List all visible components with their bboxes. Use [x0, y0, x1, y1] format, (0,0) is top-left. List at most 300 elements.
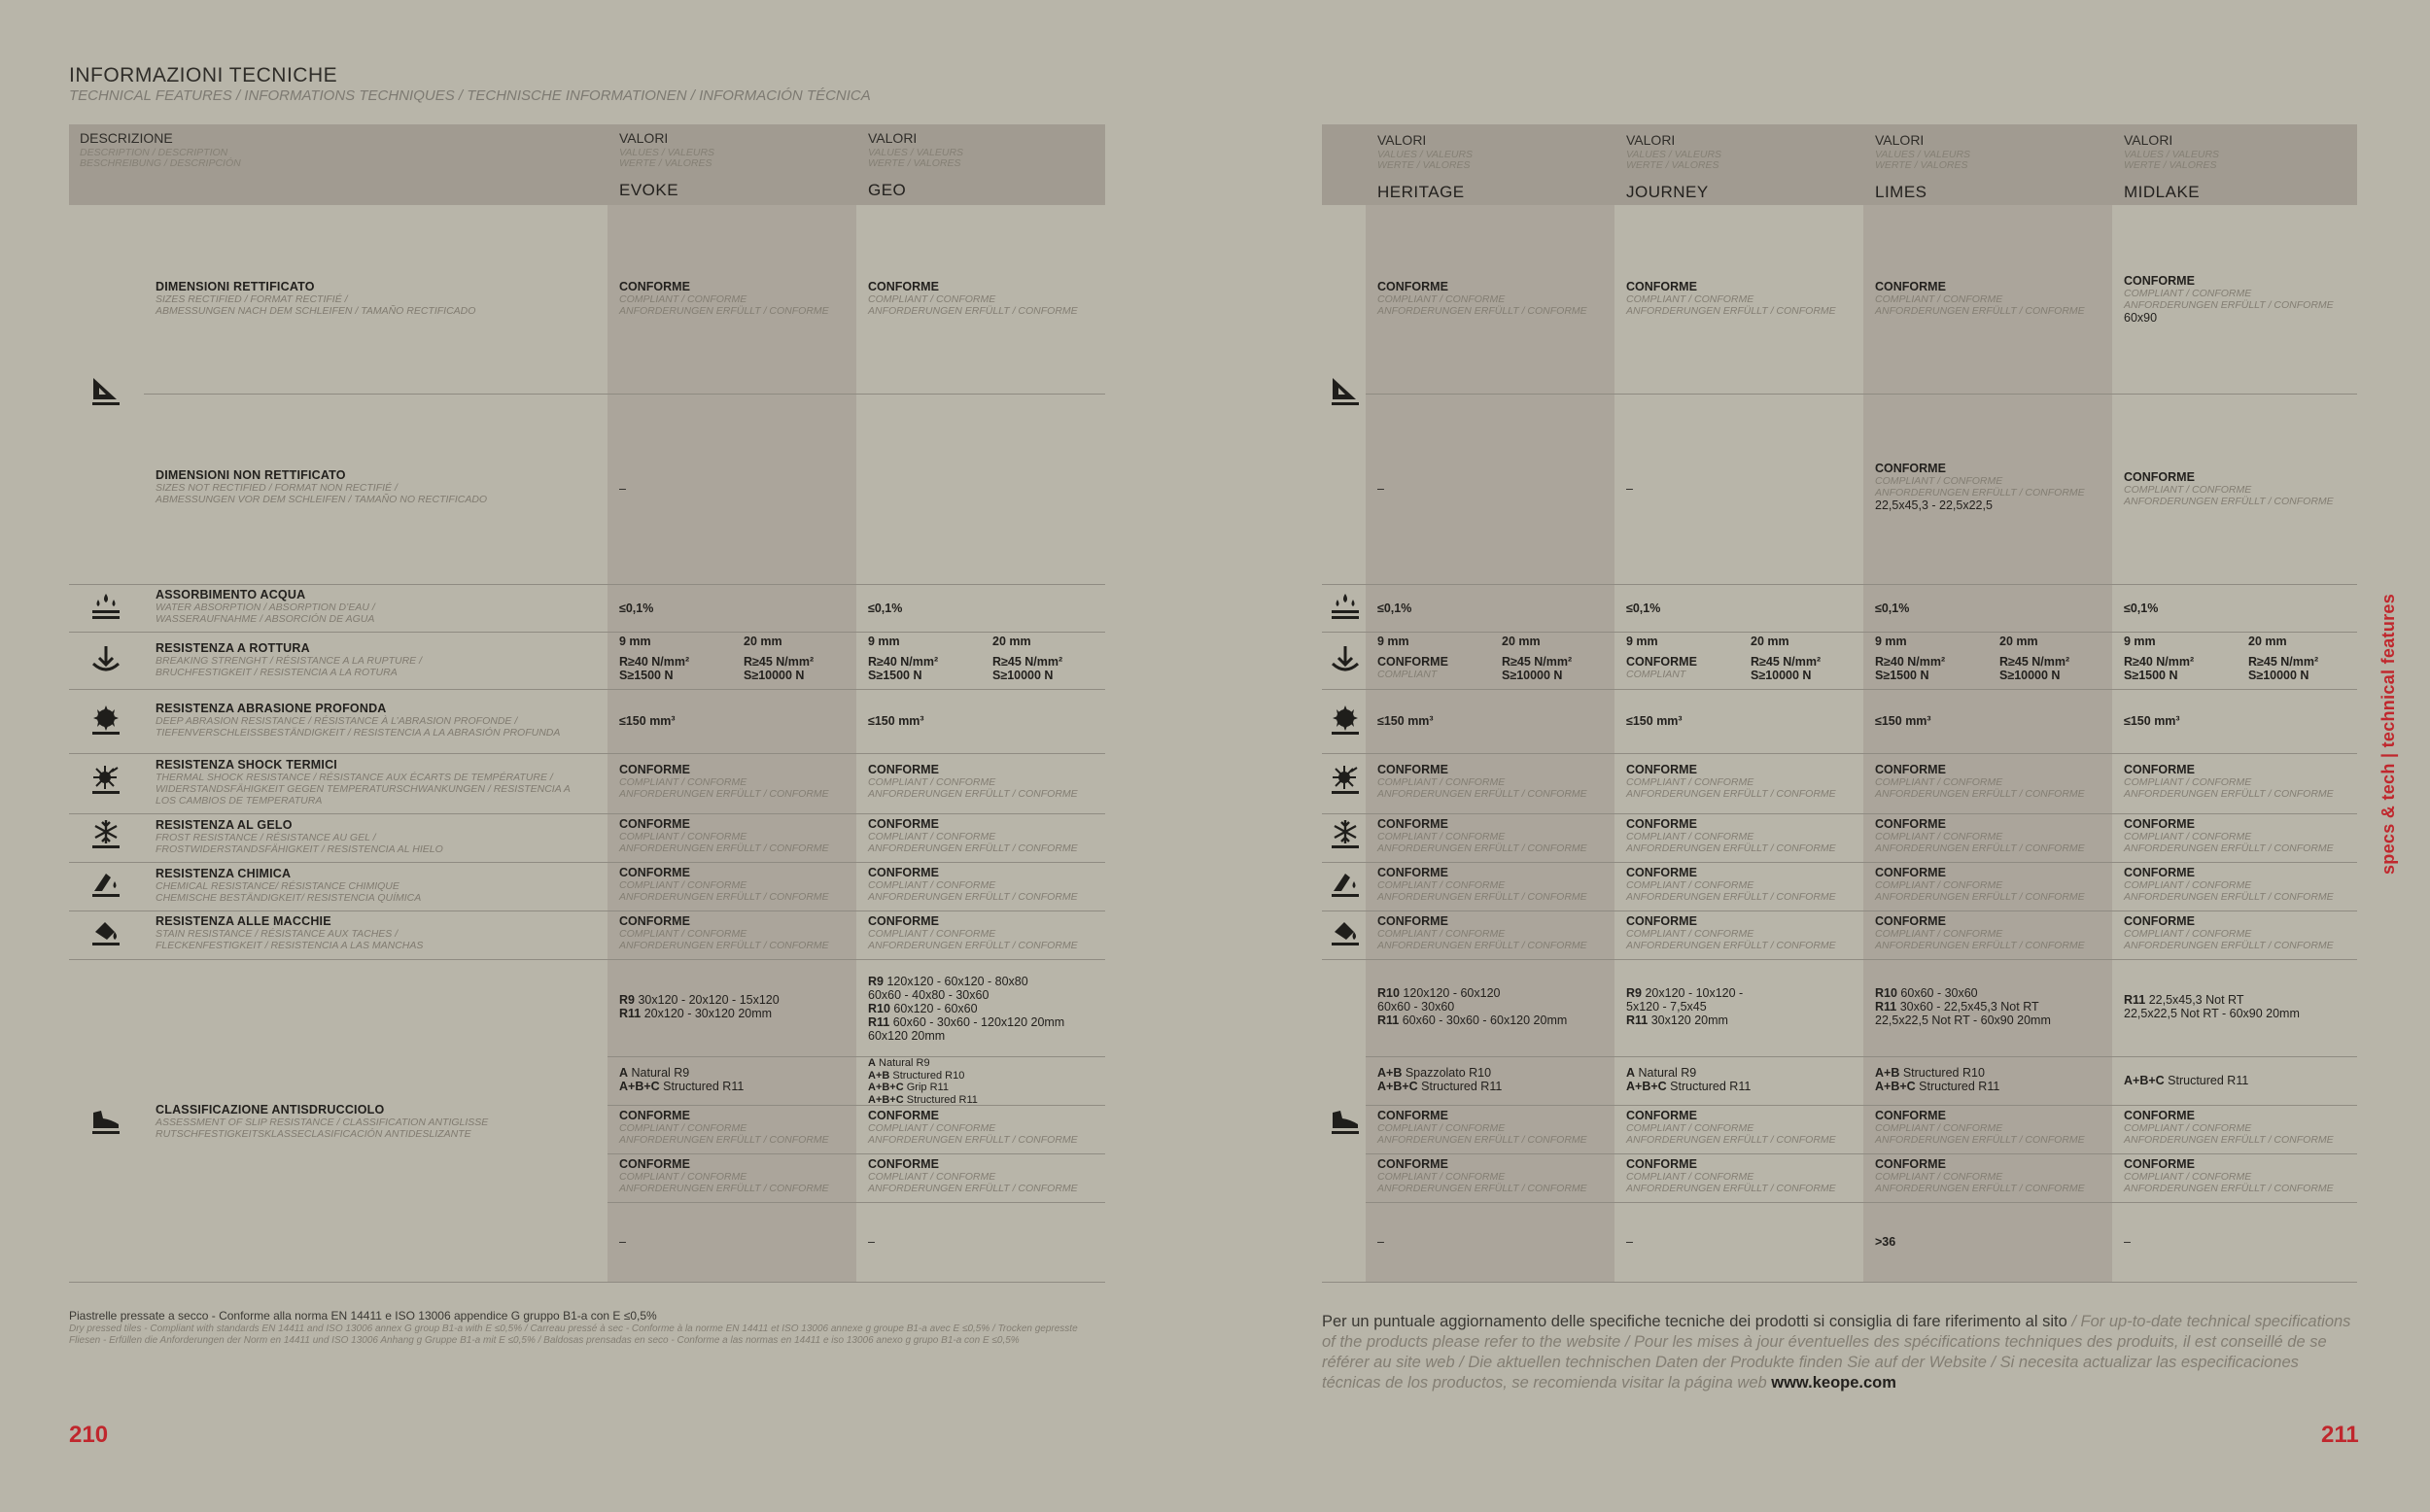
slip-class: A	[619, 1066, 629, 1080]
anforderungen-label: ANFORDERUNGEN ERFÜLLT / CONFORME	[619, 891, 829, 903]
breaking-s: S≥1500 N	[1875, 669, 1929, 682]
anforderungen-label: ANFORDERUNGEN ERFÜLLT / CONFORME	[2124, 299, 2334, 311]
conforme-cell	[1377, 1109, 1587, 1146]
slip-line	[868, 988, 1064, 1002]
anforderungen-label: ANFORDERUNGEN ERFÜLLT / CONFORME	[1377, 305, 1587, 317]
stain-bucket-icon	[1329, 916, 1362, 949]
abrasion-value: ≤150 mm³	[868, 714, 924, 728]
conforme-cell	[2124, 1109, 2334, 1146]
compliant-label: COMPLIANT / CONFORME	[1626, 293, 1754, 305]
anforderungen-label: ANFORDERUNGEN ERFÜLLT / CONFORME	[868, 842, 1078, 854]
row-title: RESISTENZA ABRASIONE PROFONDA	[156, 702, 387, 715]
breaking-r: R≥40 N/mm²	[868, 655, 939, 669]
dash-cell: –	[619, 1235, 626, 1249]
conforme-label: CONFORME	[1875, 280, 1946, 293]
slip-values	[619, 993, 780, 1020]
thickness-9mm: 9 mm	[619, 635, 651, 648]
slip-text: Natural R9	[875, 1057, 930, 1069]
compliant-label: COMPLIANT / CONFORME	[1626, 776, 1754, 788]
conforme-cell	[2124, 914, 2334, 951]
row-title: RESISTENZA CHIMICA	[156, 867, 292, 880]
slip-text: Structured R11	[1417, 1080, 1503, 1093]
row-subtitle: STAIN RESISTANCE / RÉSISTANCE AUX TACHES / FLECKENFESTIGKEIT / RESISTENCIA A LAS MANCHAS	[156, 928, 424, 951]
slip-values	[1626, 1066, 1751, 1093]
slip-text: Structured R11	[1915, 1080, 2000, 1093]
anforderungen-label: ANFORDERUNGEN ERFÜLLT / CONFORME	[1626, 1183, 1836, 1194]
water-value: ≤0,1%	[1626, 601, 1661, 615]
dash-cell: –	[1377, 1235, 1384, 1249]
compliant-label: COMPLIANT / CONFORME	[1626, 1171, 1754, 1183]
conforme-cell	[1626, 914, 1836, 951]
row-title: CLASSIFICAZIONE ANTISDRUCCIOLO	[156, 1103, 385, 1117]
conforme-label: CONFORME	[1377, 866, 1448, 879]
slip-line	[868, 1082, 978, 1094]
compliant-label: COMPLIANT / CONFORME	[2124, 879, 2252, 891]
thickness-20mm: 20 mm	[992, 635, 1031, 648]
values-sub: VALUES / VALEURS WERTE / VALORES	[2124, 149, 2220, 171]
slip-class: R11	[1626, 1014, 1649, 1027]
slip-text: Structured R11	[1666, 1080, 1752, 1093]
breaking-r: R≥45 N/mm²	[1502, 655, 1573, 669]
slip-text: Structured R10	[1899, 1066, 1985, 1080]
slip-text: 60x60 - 40x80 - 30x60	[868, 988, 989, 1002]
slip-line	[1626, 986, 1743, 1000]
footer-note-it: Piastrelle pressate a secco - Conforme alla norma EN 14411 e ISO 13006 appendice G gruppo B1-a con E ≤0,5%	[69, 1309, 657, 1323]
slip-text: 22,5x22,5 Not RT - 60x90 20mm	[2124, 1007, 2300, 1020]
compliant-label: COMPLIANT / CONFORME	[868, 1122, 996, 1134]
compliant-label: COMPLIANT / CONFORME	[619, 776, 747, 788]
slip-values	[1875, 1066, 1999, 1093]
snowflake-icon	[89, 818, 122, 851]
slip-class: R11	[1377, 1014, 1400, 1027]
row-divider	[69, 862, 1105, 863]
anforderungen-label: ANFORDERUNGEN ERFÜLLT / CONFORME	[2124, 788, 2334, 800]
breaking-r: R≥45 N/mm²	[2248, 655, 2319, 669]
slip-line	[868, 975, 1064, 988]
water-drops-icon	[1329, 590, 1362, 623]
conforme-label: CONFORME	[2124, 274, 2195, 288]
conforme-label: CONFORME	[619, 1109, 690, 1122]
slip-class: A+B	[868, 1069, 890, 1082]
conforme-cell	[1626, 817, 1836, 854]
row-divider	[1322, 1282, 2357, 1283]
conforme-label: CONFORME	[868, 817, 939, 831]
slip-class: R10	[1875, 986, 1897, 1000]
conforme-label: CONFORME	[1875, 866, 1946, 879]
page-number-left: 210	[69, 1422, 109, 1448]
slip-line	[1377, 1080, 1502, 1093]
conforme-label: CONFORME	[1626, 1109, 1697, 1122]
row-label-rottura	[156, 641, 603, 678]
compliant-label: COMPLIANT / CONFORME	[1377, 831, 1506, 842]
slip-text: 60x60 - 30x60 - 120x120 20mm	[889, 1015, 1065, 1029]
snowflake-icon	[1329, 818, 1362, 851]
conforme-label: CONFORME	[868, 914, 939, 928]
breaking-r: R≥45 N/mm²	[992, 655, 1063, 669]
slip-line	[868, 1002, 1064, 1015]
row-divider	[69, 632, 1105, 633]
slip-values	[1377, 986, 1567, 1027]
conforme-cell	[1377, 817, 1587, 854]
product-name: JOURNEY	[1626, 183, 1709, 201]
conforme-label: CONFORME	[1377, 280, 1448, 293]
slip-class: A	[1626, 1066, 1636, 1080]
anforderungen-label: ANFORDERUNGEN ERFÜLLT / CONFORME	[1875, 891, 2085, 903]
conforme-label: CONFORME	[1377, 763, 1448, 776]
conforme-cell	[868, 817, 1078, 854]
row-divider	[1322, 753, 2357, 754]
page-number-right: 211	[2321, 1422, 2359, 1448]
conforme-label: CONFORME	[1626, 763, 1697, 776]
slip-text: Structured R11	[903, 1093, 978, 1106]
conforme-cell	[619, 280, 829, 317]
slip-class: A+B+C	[1377, 1080, 1418, 1093]
slip-text: 22,5x22,5 Not RT - 60x90 20mm	[1875, 1014, 2051, 1027]
footer-main-text: Per un puntuale aggiornamento delle specifiche tecniche dei prodotti si consiglia di fare riferimento al sito	[1322, 1313, 2072, 1330]
slip-text: 30x120 - 20x120 - 15x120	[634, 993, 780, 1007]
row-divider	[69, 689, 1105, 690]
compliant-label: COMPLIANT / CONFORME	[1377, 879, 1506, 891]
conforme-label: CONFORME	[619, 1157, 690, 1171]
compliant-label: COMPLIANT / CONFORME	[1875, 293, 2003, 305]
slip-text: 120x120 - 60x120	[1399, 986, 1501, 1000]
water-value: ≤0,1%	[619, 601, 654, 615]
conforme-cell	[1377, 1157, 1587, 1194]
compliant-label: COMPLIANT / CONFORME	[1875, 879, 2003, 891]
conforme-label: CONFORME	[1626, 1157, 1697, 1171]
conforme-label: CONFORME	[2124, 914, 2195, 928]
product-name: MIDLAKE	[2124, 183, 2201, 201]
product-name: GEO	[868, 181, 907, 199]
anforderungen-label: ANFORDERUNGEN ERFÜLLT / CONFORME	[1377, 1183, 1587, 1194]
product-name: LIMES	[1875, 183, 1927, 201]
anforderungen-label: ANFORDERUNGEN ERFÜLLT / CONFORME	[619, 842, 829, 854]
conforme-label: CONFORME	[2124, 470, 2195, 484]
slip-text: 60x60 - 30x60	[1896, 986, 1978, 1000]
row-subtitle: THERMAL SHOCK RESISTANCE / RÉSISTANCE AUX ÉCARTS DE TEMPÉRATURE / WIDERSTANDSFÄHIGKEIT GEGEN TEMPERATURSCHWANKUNGEN / RESISTENCIA A LOS CAMBIOS DE TEMPERATURA	[156, 772, 571, 807]
conforme-label: CONFORME	[1377, 655, 1448, 669]
water-value: ≤0,1%	[1875, 601, 1910, 615]
compliant-label: COMPLIANT / CONFORME	[2124, 831, 2252, 842]
conforme-cell	[1875, 866, 2085, 903]
compliant-label: COMPLIANT / CONFORME	[619, 1171, 747, 1183]
conforme-cell	[619, 817, 829, 854]
compliant-label: COMPLIANT / CONFORME	[1377, 1171, 1506, 1183]
conforme-label: CONFORME	[1626, 866, 1697, 879]
slip-text: Grip R11	[903, 1082, 949, 1093]
abrasion-value: ≤150 mm³	[1377, 714, 1434, 728]
conforme-cell	[2124, 274, 2334, 325]
row-divider	[69, 753, 1105, 754]
row-divider	[608, 1056, 1105, 1057]
conforme-label: CONFORME	[619, 280, 690, 293]
slip-line	[619, 1080, 744, 1093]
conforme-cell	[619, 1157, 829, 1194]
conforme-label: CONFORME	[1626, 280, 1697, 293]
anforderungen-label: ANFORDERUNGEN ERFÜLLT / CONFORME	[2124, 1134, 2334, 1146]
slip-values	[619, 1066, 744, 1093]
row-label-non-rettificato	[156, 468, 603, 505]
values-label: VALORI	[619, 130, 669, 146]
anforderungen-label: ANFORDERUNGEN ERFÜLLT / CONFORME	[619, 1134, 829, 1146]
slip-line	[868, 1070, 978, 1082]
water-value: ≤0,1%	[868, 601, 903, 615]
thickness-9mm: 9 mm	[1377, 635, 1409, 648]
row-title: ASSORBIMENTO ACQUA	[156, 588, 306, 601]
slip-line	[1626, 1014, 1743, 1027]
slip-line	[1875, 1014, 2051, 1027]
footer-website-note	[1322, 1312, 2362, 1393]
slip-class: R11	[1875, 1000, 1897, 1014]
row-subtitle: FROST RESISTANCE / RÉSISTANCE AU GEL / FROSTWIDERSTANDSFÄHIGKEIT / RESISTENCIA AL HIELO	[156, 832, 443, 855]
slip-line	[1875, 1066, 1999, 1080]
conforme-cell	[1626, 1157, 1836, 1194]
values-label: VALORI	[1377, 132, 1427, 148]
abrasion-value: ≤150 mm³	[2124, 714, 2180, 728]
conforme-label: CONFORME	[1377, 817, 1448, 831]
slip-text: Structured R11	[659, 1080, 745, 1093]
compliant-label: COMPLIANT / CONFORME	[619, 879, 747, 891]
values-label: VALORI	[1626, 132, 1676, 148]
slip-class: R10	[1377, 986, 1400, 1000]
compliant-label: COMPLIANT / CONFORME	[1626, 928, 1754, 940]
slip-text: 60x120 - 60x60	[889, 1002, 978, 1015]
slip-text: 30x60 - 22,5x45,3 Not RT	[1896, 1000, 2039, 1014]
breaking-s: S≥10000 N	[1751, 669, 1812, 682]
conforme-label: CONFORME	[1626, 655, 1697, 669]
slip-line	[1377, 1014, 1567, 1027]
side-section-label: specs & tech | technical features	[2378, 593, 2398, 875]
row-divider	[1366, 1105, 2357, 1106]
row-divider	[1322, 959, 2357, 960]
slip-text: 60x60 - 30x60	[1377, 1000, 1455, 1014]
row-subtitle: CHEMICAL RESISTANCE/ RÉSISTANCE CHIMIQUE CHEMISCHE BESTÄNDIGKEIT/ RESISTENCIA QUÍMICA	[156, 880, 422, 904]
compliant-label: COMPLIANT / CONFORME	[619, 293, 747, 305]
compliant-label: COMPLIANT / CONFORME	[868, 293, 996, 305]
conforme-cell	[868, 1109, 1078, 1146]
values-sub: VALUES / VALEURS WERTE / VALORES	[619, 147, 715, 169]
footer-note-de: Fliesen - Erfüllen die Anforderungen der Norm en 14411 und ISO 13006 Anhang g Gruppe B1-a mit E ≤0,5% / Baldosas prensadas en seco - Conforme a las normas en 14411 e iso 13006 anexo g grupo B1-a con E ≤0,5%	[69, 1335, 1020, 1346]
slip-text: 60x120 20mm	[868, 1029, 946, 1043]
row-subtitle: DEEP ABRASION RESISTANCE / RÉSISTANCE À L’ABRASION PROFONDE / TIEFENVERSCHLEISSBESTÄNDIGKEIT / RESISTENCIA A LA ABRASIÓN PROFUNDA	[156, 715, 561, 739]
anforderungen-label: ANFORDERUNGEN ERFÜLLT / CONFORME	[2124, 496, 2334, 507]
slip-class: A+B+C	[1875, 1080, 1916, 1093]
values-sub: VALUES / VALEURS WERTE / VALORES	[868, 147, 964, 169]
breaking-s: S≥10000 N	[1999, 669, 2061, 682]
conforme-cell	[1875, 1157, 2085, 1194]
dash-cell: –	[2124, 1235, 2131, 1249]
row-divider	[608, 1105, 1105, 1106]
breaking-r: R≥40 N/mm²	[2124, 655, 2195, 669]
values-sub: VALUES / VALEURS WERTE / VALORES	[1875, 149, 1971, 171]
product-name: EVOKE	[619, 181, 679, 199]
compliant-label: COMPLIANT / CONFORME	[619, 928, 747, 940]
anforderungen-label: ANFORDERUNGEN ERFÜLLT / CONFORME	[868, 1183, 1078, 1194]
anforderungen-label: ANFORDERUNGEN ERFÜLLT / CONFORME	[1626, 891, 1836, 903]
conforme-cell	[2124, 470, 2334, 507]
anforderungen-label: ANFORDERUNGEN ERFÜLLT / CONFORME	[868, 788, 1078, 800]
slip-text: Structured R11	[2164, 1074, 2249, 1087]
shoe-icon	[89, 1105, 122, 1138]
thickness-9mm: 9 mm	[868, 635, 900, 648]
compliant-label: COMPLIANT / CONFORME	[1875, 1171, 2003, 1183]
slip-values	[1626, 986, 1743, 1027]
row-label-shock	[156, 758, 603, 807]
conforme-label: CONFORME	[1626, 914, 1697, 928]
compliant-label: COMPLIANT / CONFORME	[868, 831, 996, 842]
anforderungen-label: ANFORDERUNGEN ERFÜLLT / CONFORME	[868, 940, 1078, 951]
row-subtitle: ASSESSMENT OF SLIP RESISTANCE / CLASSIFICATION ANTIGLISSE RUTSCHFESTIGKEITSKLASSECLASIFICACIÓN ANTIDESLIZANTE	[156, 1117, 489, 1140]
anforderungen-label: ANFORDERUNGEN ERFÜLLT / CONFORME	[1377, 891, 1587, 903]
conforme-cell	[1875, 914, 2085, 951]
breaking-s: S≥10000 N	[992, 669, 1054, 682]
conforme-cell	[619, 1109, 829, 1146]
thickness-9mm: 9 mm	[1626, 635, 1658, 648]
anforderungen-label: ANFORDERUNGEN ERFÜLLT / CONFORME	[1875, 1183, 2085, 1194]
row-subtitle: BREAKING STRENGHT / RÉSISTANCE A LA RUPTURE / BRUCHFESTIGKEIT / RESISTENCIA A LA ROTURA	[156, 655, 423, 678]
thermal-shock-icon	[89, 764, 122, 797]
compliant-label: COMPLIANT / CONFORME	[868, 928, 996, 940]
anforderungen-label: ANFORDERUNGEN ERFÜLLT / CONFORME	[1875, 1134, 2085, 1146]
conforme-cell	[1875, 763, 2085, 800]
anforderungen-label: ANFORDERUNGEN ERFÜLLT / CONFORME	[1875, 487, 2085, 498]
breaking-r: R≥40 N/mm²	[619, 655, 690, 669]
conforme-cell	[1626, 1109, 1836, 1146]
slip-class: A+B+C	[619, 1080, 660, 1093]
anforderungen-label: ANFORDERUNGEN ERFÜLLT / CONFORME	[1377, 1134, 1587, 1146]
slip-line	[619, 1066, 744, 1080]
conforme-cell	[868, 1157, 1078, 1194]
compliant-label: COMPLIANT / CONFORME	[1377, 776, 1506, 788]
row-divider	[69, 584, 1105, 585]
anforderungen-label: ANFORDERUNGEN ERFÜLLT / CONFORME	[1875, 788, 2085, 800]
breaking-s: S≥1500 N	[868, 669, 922, 682]
compliant-label: COMPLIANT / CONFORME	[868, 879, 996, 891]
conforme-cell	[1875, 1109, 2085, 1146]
slip-values	[2124, 993, 2300, 1020]
slip-line	[868, 1015, 1064, 1029]
arrow-down-icon	[89, 643, 122, 676]
row-divider	[1366, 394, 2357, 395]
row-title: DIMENSIONI NON RETTIFICATO	[156, 468, 346, 482]
thickness-20mm: 20 mm	[1999, 635, 2038, 648]
compliant-label: COMPLIANT / CONFORME	[1377, 293, 1506, 305]
abrasion-value: ≤150 mm³	[1626, 714, 1683, 728]
conforme-label: CONFORME	[1626, 817, 1697, 831]
breaking-r: R≥40 N/mm²	[1875, 655, 1946, 669]
anforderungen-label: ANFORDERUNGEN ERFÜLLT / CONFORME	[868, 891, 1078, 903]
conforme-cell	[1377, 914, 1587, 951]
slip-class: A+B+C	[2124, 1074, 2165, 1087]
conforme-label: CONFORME	[2124, 1109, 2195, 1122]
conforme-label: CONFORME	[619, 763, 690, 776]
slip-line	[2124, 1074, 2248, 1087]
website-link[interactable]: www.keope.com	[1771, 1374, 1896, 1392]
conforme-cell	[1875, 817, 2085, 854]
abrasion-value: ≤150 mm³	[619, 714, 676, 728]
slip-extra: >36	[1875, 1235, 1896, 1249]
set-square-icon	[89, 374, 122, 407]
slip-class: A	[868, 1057, 876, 1069]
anforderungen-label: ANFORDERUNGEN ERFÜLLT / CONFORME	[1875, 940, 2085, 951]
row-subtitle: SIZES RECTIFIED / FORMAT RECTIFIÉ / ABMESSUNGEN NACH DEM SCHLEIFEN / TAMAÑO RECTIFICADO	[156, 293, 476, 317]
compliant-label: COMPLIANT / CONFORME	[2124, 928, 2252, 940]
dash-cell: –	[868, 1235, 875, 1249]
breaking-s: S≥10000 N	[744, 669, 805, 682]
conforme-cell	[2124, 763, 2334, 800]
slip-values	[1377, 1066, 1502, 1093]
conforme-label: CONFORME	[1377, 1109, 1448, 1122]
compliant-label: COMPLIANT / CONFORME	[2124, 484, 2252, 496]
compliant-label: COMPLIANT / CONFORME	[1875, 475, 2003, 487]
conforme-cell	[619, 866, 829, 903]
slip-text: 5x120 - 7,5x45	[1626, 1000, 1707, 1014]
conforme-cell	[2124, 817, 2334, 854]
anforderungen-label: ANFORDERUNGEN ERFÜLLT / CONFORME	[1875, 305, 2085, 317]
slip-values	[1875, 986, 2051, 1027]
slip-line	[1377, 986, 1567, 1000]
values-sub: VALUES / VALEURS WERTE / VALORES	[1377, 149, 1474, 171]
thickness-20mm: 20 mm	[2248, 635, 2287, 648]
slip-text: Natural R9	[628, 1066, 690, 1080]
conforme-cell	[868, 763, 1078, 800]
compliant-label: COMPLIANT / CONFORME	[2124, 1171, 2252, 1183]
anforderungen-label: ANFORDERUNGEN ERFÜLLT / CONFORME	[1626, 842, 1836, 854]
anforderungen-label: ANFORDERUNGEN ERFÜLLT / CONFORME	[619, 1183, 829, 1194]
slip-values	[868, 1057, 978, 1106]
slip-line	[868, 1057, 978, 1070]
breaking-r: R≥45 N/mm²	[1751, 655, 1822, 669]
anforderungen-label: ANFORDERUNGEN ERFÜLLT / CONFORME	[2124, 940, 2334, 951]
slip-text: 120x120 - 60x120 - 80x80	[883, 975, 1028, 988]
slip-line	[1875, 1000, 2051, 1014]
anforderungen-label: ANFORDERUNGEN ERFÜLLT / CONFORME	[2124, 1183, 2334, 1194]
abrasion-icon	[1329, 704, 1362, 738]
desc-sub: DESCRIPTION / DESCRIPTION BESCHREIBUNG / DESCRIPCIÓN	[80, 147, 241, 169]
row-divider	[69, 813, 1105, 814]
conforme-label: CONFORME	[1875, 1157, 1946, 1171]
row-divider	[608, 1202, 1105, 1203]
values-label: VALORI	[868, 130, 918, 146]
conforme-label: CONFORME	[2124, 1157, 2195, 1171]
conforme-label: CONFORME	[1875, 1109, 1946, 1122]
water-drops-icon	[89, 590, 122, 623]
size-value: 22,5x45,3 - 22,5x22,5	[1875, 498, 1993, 512]
conforme-cell	[1626, 280, 1836, 317]
compliant-label: COMPLIANT / CONFORME	[868, 776, 996, 788]
chemical-icon	[1329, 868, 1362, 901]
arrow-down-icon	[1329, 643, 1362, 676]
thickness-9mm: 9 mm	[2124, 635, 2156, 648]
anforderungen-label: ANFORDERUNGEN ERFÜLLT / CONFORME	[619, 788, 829, 800]
conforme-cell	[2124, 1157, 2334, 1194]
conforme-cell	[868, 914, 1078, 951]
slip-text: 30x120 20mm	[1648, 1014, 1728, 1027]
slip-text: 22,5x45,3 Not RT	[2145, 993, 2244, 1007]
slip-text: Spazzolato R10	[1402, 1066, 1492, 1080]
row-title: RESISTENZA A ROTTURA	[156, 641, 310, 655]
conforme-cell	[1626, 866, 1836, 903]
slip-line	[1626, 1066, 1751, 1080]
row-divider	[144, 394, 1105, 395]
compliant-label: COMPLIANT / CONFORME	[868, 1171, 996, 1183]
slip-text: Natural R9	[1635, 1066, 1697, 1080]
anforderungen-label: ANFORDERUNGEN ERFÜLLT / CONFORME	[1626, 305, 1836, 317]
slip-class: R9	[619, 993, 635, 1007]
slip-line	[1377, 1000, 1567, 1014]
slip-line	[1626, 1000, 1743, 1014]
row-divider	[69, 1282, 1105, 1283]
